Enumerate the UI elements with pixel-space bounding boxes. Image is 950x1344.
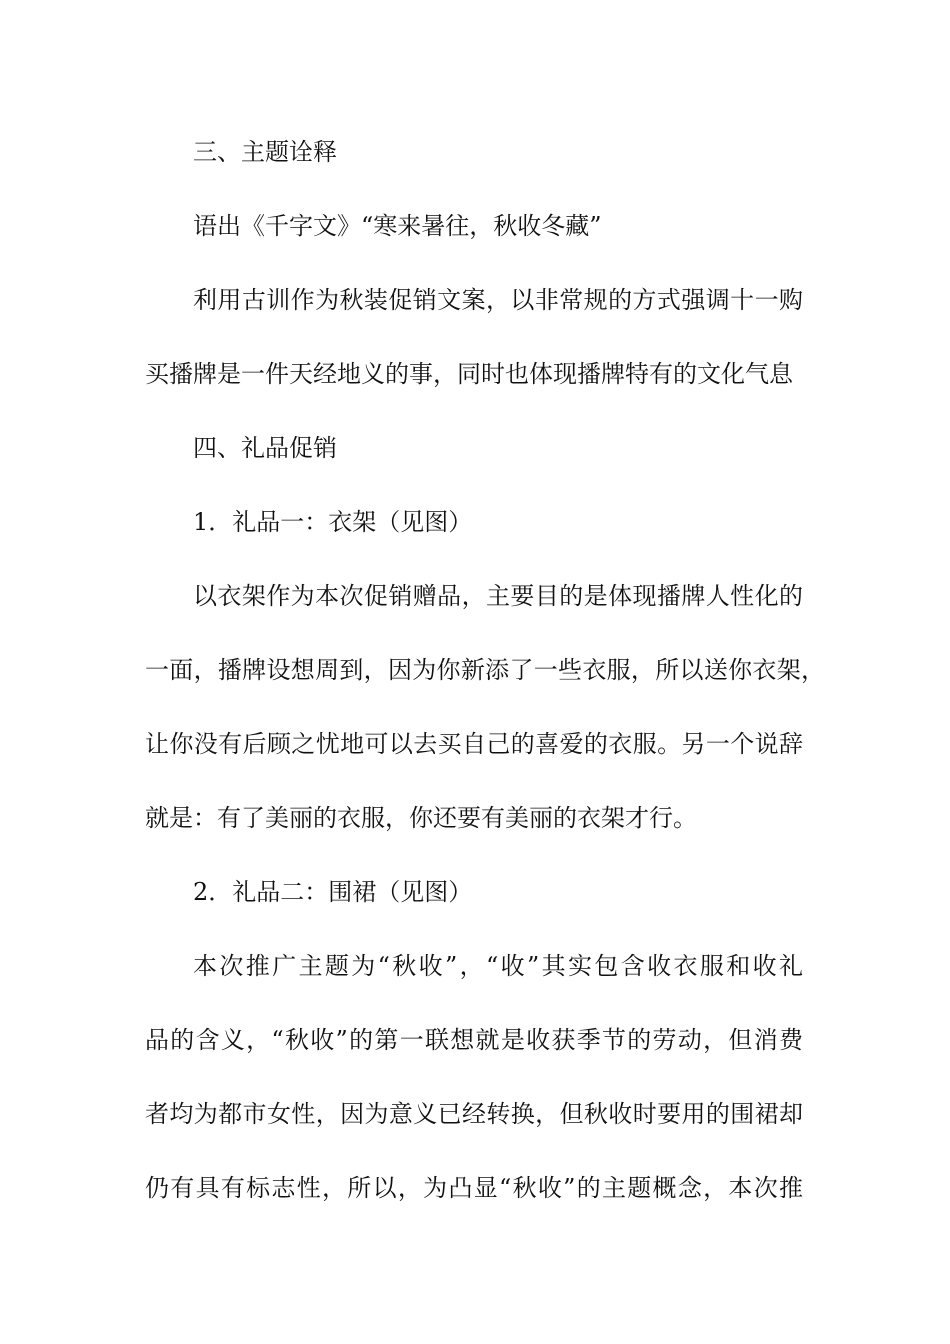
subheading-gift-two: 2．礼品二：围裙（见图）	[193, 878, 473, 906]
paragraph-line: 语出《千字文》“寒来暑往，秋收冬藏”	[193, 212, 602, 240]
paragraph-line: 仍有具有标志性，所以，为凸显“秋收”的主题概念，本次推	[145, 1174, 803, 1202]
paragraph-line: 就是：有了美丽的衣服，你还要有美丽的衣架才行。	[145, 804, 697, 832]
paragraph-line: 品的含义，“秋收”的第一联想就是收获季节的劳动，但消费	[145, 1026, 803, 1054]
heading-theme-interpretation: 三、主题诠释	[193, 138, 337, 166]
heading-gift-promotion: 四、礼品促销	[193, 434, 337, 462]
paragraph-line: 买播牌是一件天经地义的事，同时也体现播牌特有的文化气息	[145, 360, 793, 388]
paragraph-line: 一面，播牌设想周到，因为你新添了一些衣服，所以送你衣架，	[145, 656, 825, 684]
paragraph-line: 本次推广主题为“秋收”，“收”其实包含收衣服和收礼	[193, 952, 803, 980]
paragraph-line: 者均为都市女性，因为意义已经转换，但秋收时要用的围裙却	[145, 1100, 803, 1128]
subheading-gift-one: 1．礼品一：衣架（见图）	[193, 508, 473, 536]
paragraph-line: 利用古训作为秋装促销文案，以非常规的方式强调十一购	[193, 286, 803, 314]
paragraph-line: 让你没有后顾之忧地可以去买自己的喜爱的衣服。另一个说辞	[145, 730, 803, 758]
paragraph-line: 以衣架作为本次促销赠品，主要目的是体现播牌人性化的	[193, 582, 803, 610]
